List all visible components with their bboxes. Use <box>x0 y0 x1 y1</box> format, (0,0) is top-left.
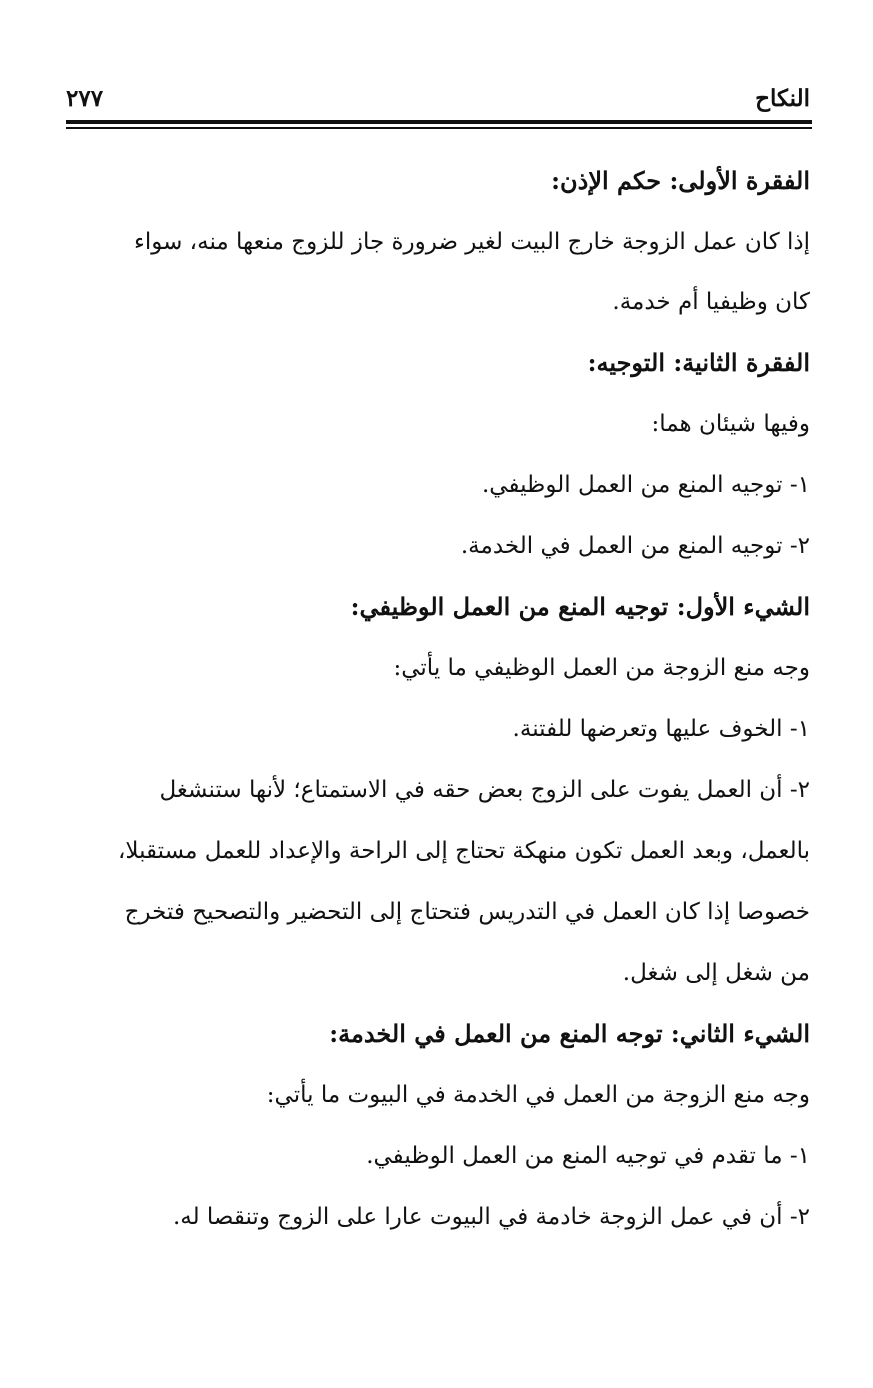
heading-first-paragraph: الفقرة الأولى: حكم الإذن: <box>551 166 810 195</box>
list-item: ١- الخوف عليها وتعرضها للفتنة. <box>512 716 810 742</box>
header-rule-thick <box>66 120 812 124</box>
text-line: كان وظيفيا أم خدمة. <box>612 289 810 315</box>
text-line: من شغل إلى شغل. <box>622 960 810 986</box>
list-item: ٢- أن العمل يفوت على الزوج بعض حقه في الاستمتاع؛ لأنها ستنشغل <box>159 777 810 803</box>
list-item: ٢- توجيه المنع من العمل في الخدمة. <box>460 533 810 559</box>
heading-second-thing: الشيء الثاني: توجه المنع من العمل في الخدمة: <box>329 1019 810 1048</box>
heading-second-paragraph: الفقرة الثانية: التوجيه: <box>587 348 810 377</box>
page-header <box>66 82 810 118</box>
text-line: وفيها شيئان هما: <box>651 411 810 437</box>
text-line: بالعمل، وبعد العمل تكون منهكة تحتاج إلى الراحة والإعداد للعمل مستقبلا، <box>117 838 810 864</box>
text-line: خصوصا إذا كان العمل في التدريس فتحتاج إلى التحضير والتصحيح فتخرج <box>124 899 810 925</box>
list-item: ١- ما تقدم في توجيه المنع من العمل الوظيفي. <box>366 1143 810 1169</box>
header-rule-thin <box>66 127 812 129</box>
text-line: وجه منع الزوجة من العمل في الخدمة في البيوت ما يأتي: <box>266 1082 810 1108</box>
list-item: ٢- أن في عمل الزوجة خادمة في البيوت عارا على الزوج وتنقصا له. <box>172 1204 810 1230</box>
text-line: وجه منع الزوجة من العمل الوظيفي ما يأتي: <box>393 655 810 681</box>
running-title: النكاح <box>755 85 810 112</box>
heading-first-thing: الشيء الأول: توجيه المنع من العمل الوظيفي: <box>350 592 810 621</box>
page-number: ٢٧٧ <box>66 85 104 112</box>
list-item: ١- توجيه المنع من العمل الوظيفي. <box>481 472 810 498</box>
text-line: إذا كان عمل الزوجة خارج البيت لغير ضرورة جاز للزوج منعها منه، سواء <box>134 229 810 255</box>
